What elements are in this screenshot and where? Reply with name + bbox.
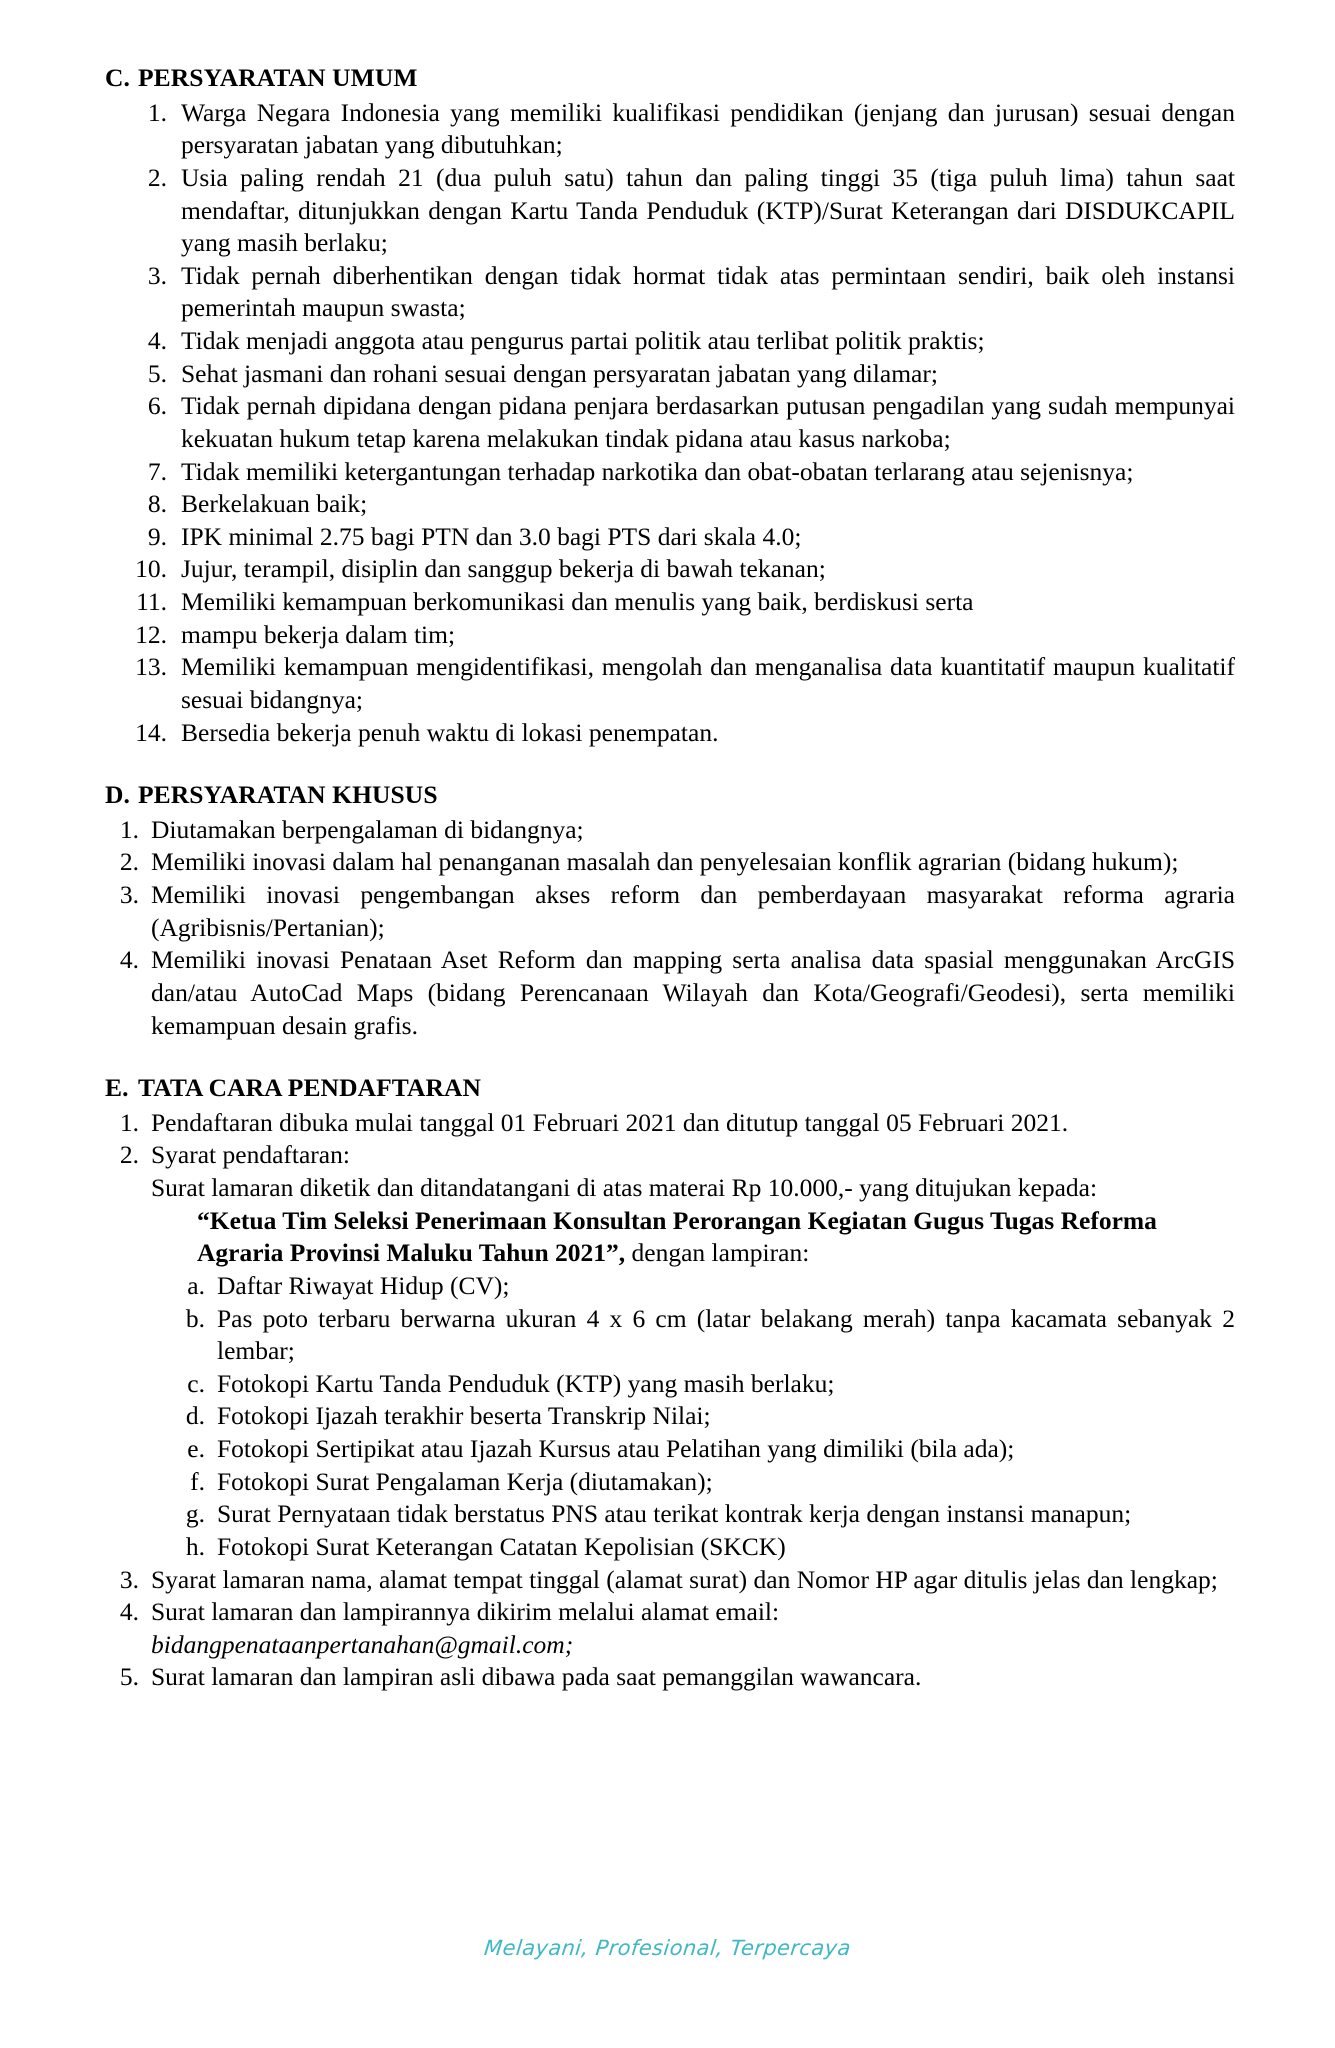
list-item <box>179 1466 1235 1499</box>
section-letter-e: E. <box>105 1073 129 1103</box>
list-item <box>179 1433 1235 1466</box>
list-marker: h. <box>185 1531 205 1561</box>
list-text: Jujur, terampil, disiplin dan sanggup bekerja di bawah tekanan; <box>181 554 826 584</box>
list-text: Tidak menjadi anggota atau pengurus partai politik atau terlibat politik praktis; <box>181 326 985 355</box>
list-item <box>105 944 1235 1042</box>
list-text: Fotokopi Ijazah terakhir beserta Transkrip Nilai; <box>217 1401 711 1431</box>
list-marker: d. <box>185 1401 205 1431</box>
addressee-line <box>197 1205 1235 1270</box>
list-text: Memiliki kemampuan berkomunikasi dan menulis yang baik, berdiskusi serta <box>181 587 974 616</box>
list-text: Fotokopi Kartu Tanda Penduduk (KTP) yang masih berlaku; <box>217 1368 835 1398</box>
list-item <box>179 1498 1235 1531</box>
list-marker: g. <box>185 1499 205 1529</box>
list-item <box>105 162 1235 260</box>
list-item <box>179 1303 1235 1368</box>
list-item <box>105 456 1235 489</box>
list-marker: 3. <box>119 880 139 909</box>
list-item <box>105 1564 1235 1597</box>
list-text: mampu bekerja dalam tim; <box>181 619 456 649</box>
list-marker: e. <box>187 1434 205 1463</box>
email-row <box>105 1629 1235 1662</box>
list-item <box>105 553 1235 586</box>
list-marker: 6. <box>147 391 167 421</box>
list-text: Fotokopi Surat Pengalaman Kerja (diutamakan); <box>217 1466 713 1496</box>
list-text: Syarat lamaran nama, alamat tempat tinggal (alamat surat) dan Nomor HP agar ditulis jelas dan lengkap; <box>151 1564 1218 1594</box>
list-marker: 5. <box>147 358 167 388</box>
section-heading-d <box>105 779 1235 812</box>
list-attachments <box>179 1270 1235 1564</box>
addressee-name: “Ketua Tim Seleksi Penerimaan Konsultan Perorangan Kegiatan Gugus Tugas Reforma Agraria Provinsi Maluku Tahun 2021”, <box>197 1205 1157 1268</box>
list-marker: 9. <box>147 521 167 551</box>
list-marker: 1. <box>147 97 167 127</box>
list-text: Memiliki kemampuan mengidentifikasi, mengolah dan menganalisa data kuantitatif maupun kualitatif sesuai bidangnya; <box>181 652 1235 714</box>
list-item <box>105 97 1235 162</box>
list-item <box>105 1107 1235 1140</box>
list-marker: 3. <box>147 260 167 290</box>
list-item <box>105 879 1235 944</box>
list-item <box>105 846 1235 879</box>
list-text: Usia paling rendah 21 (dua puluh satu) tahun dan paling tinggi 35 (tiga puluh lima) tahun saat mendaftar, ditunjukkan dengan Kartu Tanda Penduduk (KTP)/Surat Keterangan dari DISDUKCAPIL yang masih berlaku; <box>181 162 1235 258</box>
registration-intro-text: Surat lamaran diketik dan ditandatangani di atas materai Rp 10.000,- yang ditujukan kepada: <box>151 1173 1098 1202</box>
list-text: Bersedia bekerja penuh waktu di lokasi penempatan. <box>181 717 719 747</box>
list-marker: 13. <box>135 652 167 682</box>
list-item <box>105 814 1235 847</box>
list-text: Tidak memiliki ketergantungan terhadap narkotika dan obat-obatan terlarang atau sejenisnya; <box>181 456 1134 486</box>
list-marker: 2. <box>147 162 167 192</box>
list-marker: 11. <box>136 587 167 616</box>
list-text: Daftar Riwayat Hidup (CV); <box>217 1270 510 1300</box>
list-item <box>179 1270 1235 1303</box>
list-marker: 2. <box>119 1140 139 1170</box>
section-title-c: PERSYARATAN UMUM <box>138 63 418 92</box>
list-persyaratan-umum <box>105 97 1235 750</box>
list-persyaratan-khusus <box>105 814 1235 1042</box>
section-heading-c <box>105 62 1235 95</box>
section-heading-e <box>105 1072 1235 1105</box>
list-text: IPK minimal 2.75 bagi PTN dan 3.0 bagi PTS dari skala 4.0; <box>181 521 802 551</box>
list-text: Sehat jasmani dan rohani sesuai dengan persyaratan jabatan yang dilamar; <box>181 358 938 388</box>
list-item <box>105 619 1235 652</box>
registration-requirement-block <box>105 1172 1235 1205</box>
list-item <box>179 1531 1235 1564</box>
list-text: Memiliki inovasi dalam hal penanganan masalah dan penyelesaian konflik agrarian (bidang hukum); <box>151 847 1179 877</box>
list-marker: 8. <box>147 489 167 519</box>
list-marker: 7. <box>147 456 167 486</box>
list-item <box>105 390 1235 455</box>
list-marker: 1. <box>119 1107 139 1137</box>
contact-email[interactable]: bidangpenataanpertanahan@gmail.com; <box>151 1629 574 1659</box>
section-letter-c: C. <box>105 63 130 92</box>
section-letter-d: D. <box>105 780 130 810</box>
list-marker: 3. <box>119 1564 139 1594</box>
list-marker: 14. <box>135 717 167 747</box>
list-item <box>105 717 1235 750</box>
list-marker: b. <box>185 1303 205 1333</box>
list-text: Pas poto terbaru berwarna ukuran 4 x 6 cm (latar belakang merah) tanpa kacamata sebanyak 2 lembar; <box>217 1303 1235 1366</box>
list-marker: 2. <box>119 847 139 877</box>
list-item <box>105 1596 1235 1629</box>
section-title-e: TATA CARA PENDAFTARAN <box>138 1073 482 1103</box>
list-tata-cara-pendaftaran <box>105 1107 1235 1694</box>
list-text: Warga Negara Indonesia yang memiliki kualifikasi pendidikan (jenjang dan jurusan) sesuai dengan persyaratan jabatan yang dibutuhkan; <box>181 97 1235 160</box>
section-spacer <box>105 1042 1235 1072</box>
list-item <box>105 325 1235 358</box>
list-marker: 12. <box>135 619 167 649</box>
section-title-d: PERSYARATAN KHUSUS <box>138 780 438 810</box>
list-marker: 5. <box>119 1662 139 1692</box>
list-text: Surat lamaran dan lampiran asli dibawa pada saat pemanggilan wawancara. <box>151 1662 922 1692</box>
list-text: Fotokopi Surat Keterangan Catatan Kepolisian (SKCK) <box>217 1531 786 1561</box>
list-item <box>105 651 1235 716</box>
list-item <box>105 1661 1235 1694</box>
list-marker: 1. <box>119 814 139 844</box>
list-item <box>105 488 1235 521</box>
list-marker: c. <box>187 1368 205 1398</box>
list-marker: a. <box>187 1270 205 1300</box>
list-text: Tidak pernah dipidana dengan pidana penjara berdasarkan putusan pengadilan yang sudah mempunyai kekuatan hukum tetap karena melakukan tindak pidana atau kasus narkoba; <box>181 391 1235 453</box>
list-item <box>105 358 1235 391</box>
list-marker: 4. <box>119 945 139 975</box>
addressee-tail: dengan lampiran: <box>625 1238 810 1268</box>
list-text: Syarat pendaftaran: <box>151 1140 350 1170</box>
list-text: Surat lamaran dan lampirannya dikirim melalui alamat email: <box>151 1597 780 1627</box>
addressee-block <box>105 1205 1235 1270</box>
list-text: Memiliki inovasi pengembangan akses reform dan pemberdayaan masyarakat reforma agraria (Agribisnis/Pertanian); <box>151 880 1235 942</box>
list-text: Surat Pernyataan tidak berstatus PNS atau terikat kontrak kerja dengan instansi manapun; <box>217 1499 1132 1529</box>
section-spacer <box>105 749 1235 779</box>
list-text: Memiliki inovasi Penataan Aset Reform dan mapping serta analisa data spasial menggunakan ArcGIS dan/atau AutoCad Maps (bidang Perencanaan Wilayah dan Kota/Geografi/Geodesi), serta memiliki kemampuan desain grafis. <box>151 945 1235 1040</box>
list-text: Pendaftaran dibuka mulai tanggal 01 Februari 2021 dan ditutup tanggal 05 Februari 2021. <box>151 1107 1069 1137</box>
list-marker: 4. <box>147 326 167 355</box>
list-item <box>105 521 1235 554</box>
list-item <box>105 1139 1235 1172</box>
list-item <box>105 260 1235 325</box>
list-marker: 10. <box>135 554 167 584</box>
list-item <box>179 1368 1235 1401</box>
footer-motto: Melayani, Profesional, Terpercaya <box>483 1936 853 1960</box>
list-text: Tidak pernah diberhentikan dengan tidak hormat tidak atas permintaan sendiri, baik oleh instansi pemerintah maupun swasta; <box>181 260 1235 323</box>
list-marker: 4. <box>119 1597 139 1627</box>
list-text: Diutamakan berpengalaman di bidangnya; <box>151 814 584 844</box>
list-text: Berkelakuan baik; <box>181 489 368 519</box>
list-item <box>105 586 1235 619</box>
list-item <box>179 1400 1235 1433</box>
list-text: Fotokopi Sertipikat atau Ijazah Kursus atau Pelatihan yang dimiliki (bila ada); <box>217 1434 1015 1463</box>
list-marker: f. <box>190 1466 205 1496</box>
